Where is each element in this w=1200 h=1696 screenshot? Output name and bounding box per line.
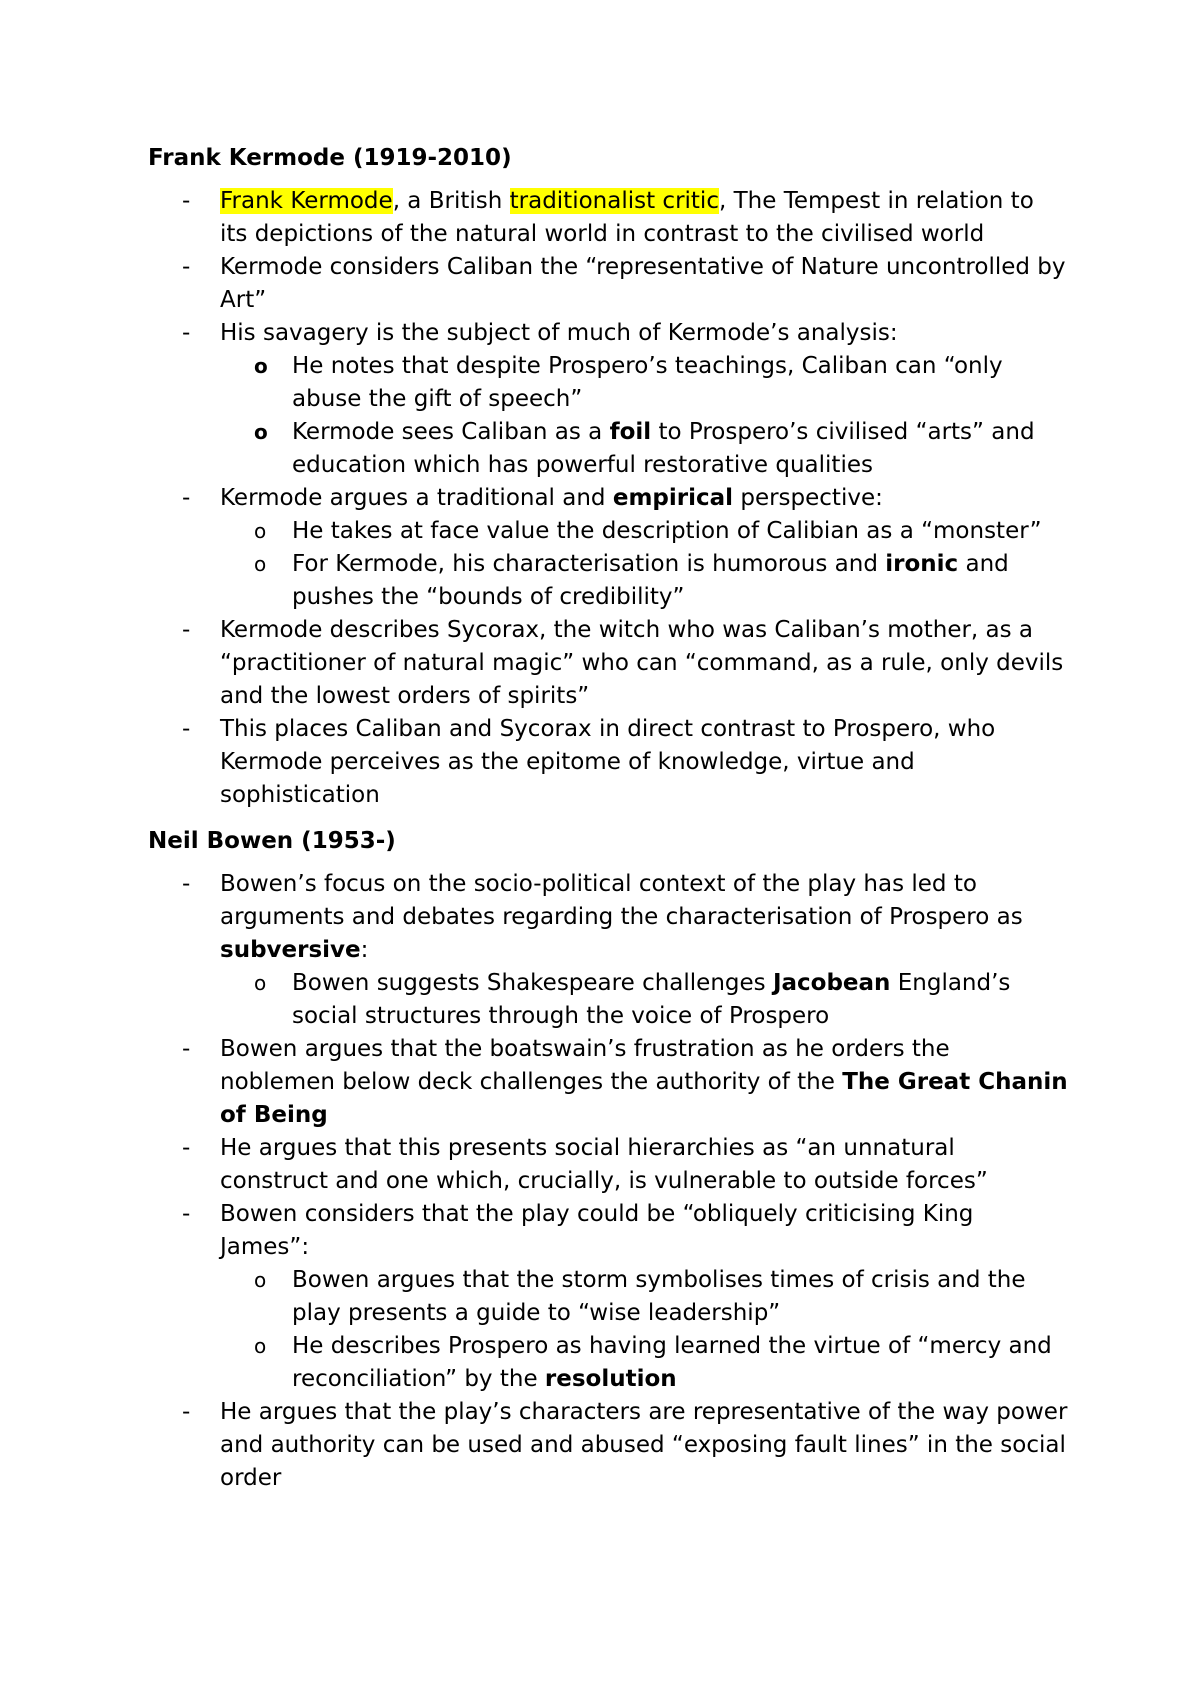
dash-bullet: - xyxy=(182,485,191,511)
text-run: He argues that the play’s characters are representative of the way power and authority can be used and abused “exposing fault lines” in the social order xyxy=(220,1399,1068,1491)
sub-list-item xyxy=(220,1330,1068,1396)
dash-bullet: - xyxy=(182,188,191,214)
text-run: England’s social structures through the voice of Prospero xyxy=(292,970,1011,1029)
section-neil-bowen xyxy=(148,826,1068,1495)
list-item xyxy=(148,1033,1068,1132)
list-item xyxy=(148,482,1068,614)
bold-term: foil xyxy=(609,419,652,445)
text-run: , The Tempest in relation to its depictions of the natural world in contrast to the civilised world xyxy=(220,188,1034,247)
sub-list-item xyxy=(220,1264,1068,1330)
text-run: Kermode argues a traditional and xyxy=(220,485,613,511)
sub-list-item xyxy=(220,515,1068,548)
dash-bullet: - xyxy=(182,716,191,742)
circle-bullet: o xyxy=(254,1334,267,1358)
text-run: He notes that despite Prospero’s teachings, Caliban can “only abuse the gift of speech” xyxy=(292,353,1003,412)
text-run: For Kermode, his characterisation is humorous and xyxy=(292,551,886,577)
dash-bullet: - xyxy=(182,254,191,280)
list-item xyxy=(148,713,1068,812)
bullet-list xyxy=(148,868,1068,1495)
circle-bullet: o xyxy=(254,1268,267,1292)
dash-bullet: - xyxy=(182,1399,191,1425)
list-item xyxy=(148,185,1068,251)
list-item xyxy=(148,868,1068,1033)
list-item xyxy=(148,1396,1068,1495)
sub-list-item xyxy=(220,350,1068,416)
bold-term: empirical xyxy=(612,485,734,511)
dash-bullet: - xyxy=(182,617,191,643)
text-run: Bowen suggests Shakespeare challenges xyxy=(292,970,773,996)
circle-bullet: o xyxy=(254,552,267,576)
bold-term: The Great Chanin of Being xyxy=(220,1069,1068,1128)
text-run: and pushes the “bounds of credibility” xyxy=(292,551,1009,610)
text-run: He argues that this presents social hierarchies as “an unnatural construct and one which, crucially, is vulnerable to outside forces” xyxy=(220,1135,988,1194)
sub-list-item xyxy=(220,416,1068,482)
sub-bullet-list xyxy=(220,515,1068,614)
dash-bullet: - xyxy=(182,1201,191,1227)
text-run: Bowen argues that the boatswain’s frustration as he orders the noblemen below deck challenges the authority of the xyxy=(220,1036,950,1095)
text-run: perspective: xyxy=(733,485,883,511)
text-run: : xyxy=(360,937,369,963)
list-item xyxy=(148,614,1068,713)
bold-term: Jacobean xyxy=(772,970,891,996)
text-run: He takes at face value the description of Calibian as a “monster” xyxy=(292,518,1042,544)
highlighted-text: Frank Kermode xyxy=(220,188,393,214)
text-run: , a British xyxy=(392,188,510,214)
text-run: Bowen considers that the play could be “obliquely criticising King James”: xyxy=(220,1201,974,1260)
text-run: Kermode describes Sycorax, the witch who was Caliban’s mother, as a “practitioner of natural magic” who can “command, as a rule, only devils and the lowest orders of spirits” xyxy=(220,617,1064,709)
dash-bullet: - xyxy=(182,1036,191,1062)
text-run: Bowen argues that the storm symbolises times of crisis and the play presents a guide to “wise leadership” xyxy=(292,1267,1026,1326)
sub-list-item xyxy=(220,967,1068,1033)
text-run: He describes Prospero as having learned the virtue of “mercy and reconciliation” by the xyxy=(292,1333,1052,1392)
sub-bullet-list xyxy=(220,1264,1068,1396)
text-run: to Prospero’s civilised “arts” and education which has powerful restorative qualities xyxy=(292,419,1035,478)
dash-bullet: - xyxy=(182,320,191,346)
document-page xyxy=(148,143,1068,1495)
circle-bullet: o xyxy=(254,519,267,543)
section-frank-kermode xyxy=(148,143,1068,812)
list-item xyxy=(148,251,1068,317)
sub-bullet-list xyxy=(220,350,1068,482)
list-item xyxy=(148,1132,1068,1198)
highlighted-text: traditionalist critic xyxy=(509,188,719,214)
dash-bullet: - xyxy=(182,871,191,897)
section-heading: Neil Bowen (1953-) xyxy=(148,828,396,854)
dash-bullet: - xyxy=(182,1135,191,1161)
text-run: This places Caliban and Sycorax in direct contrast to Prospero, who Kermode perceives as the epitome of knowledge, virtue and sophistication xyxy=(220,716,996,808)
text-run: Kermode sees Caliban as a xyxy=(292,419,610,445)
text-run: His savagery is the subject of much of Kermode’s analysis: xyxy=(220,320,898,346)
text-run: Kermode considers Caliban the “representative of Nature uncontrolled by Art” xyxy=(220,254,1066,313)
circle-bullet: o xyxy=(254,971,267,995)
bold-term: ironic xyxy=(885,551,959,577)
text-run: Bowen’s focus on the socio-political context of the play has led to arguments and debates regarding the characterisation of Prospero as xyxy=(220,871,1023,930)
sub-list-item xyxy=(220,548,1068,614)
sub-bullet-list xyxy=(220,967,1068,1033)
bold-term: resolution xyxy=(544,1366,677,1392)
bullet-list xyxy=(148,185,1068,812)
list-item xyxy=(148,1198,1068,1396)
section-heading: Frank Kermode (1919-2010) xyxy=(148,145,512,171)
circle-bullet: o xyxy=(254,354,268,378)
list-item xyxy=(148,317,1068,482)
circle-bullet: o xyxy=(254,420,268,444)
bold-term: subversive xyxy=(220,937,361,963)
